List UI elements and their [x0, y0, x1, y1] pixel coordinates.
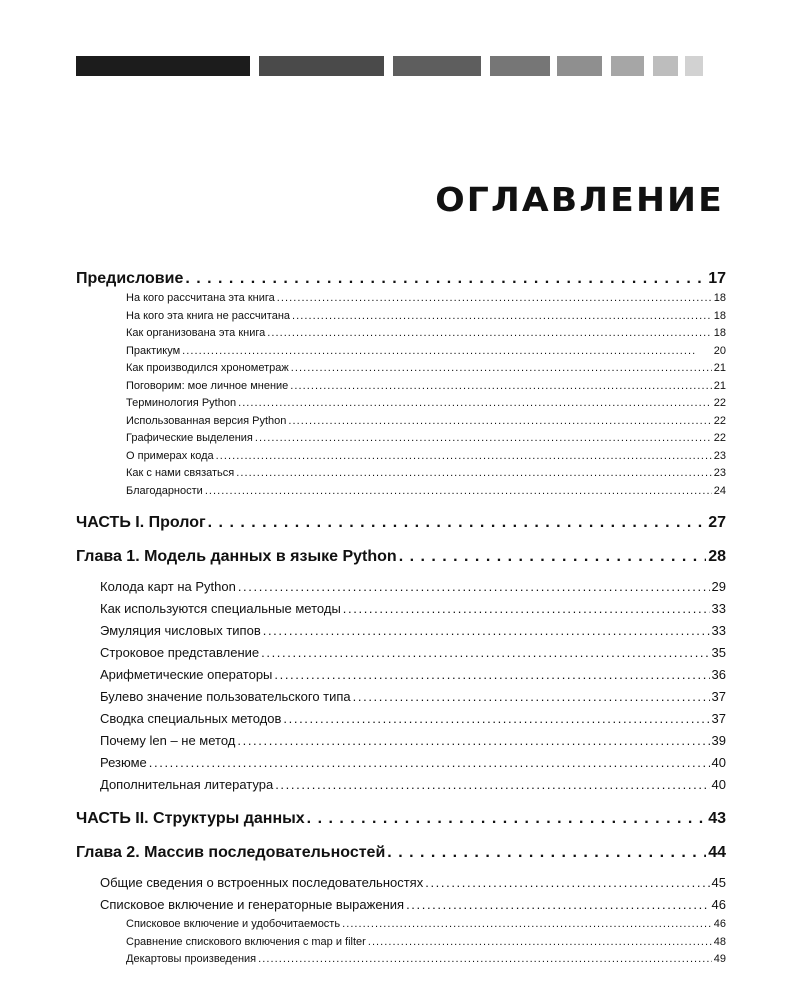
toc-entry-page: 23: [713, 467, 726, 479]
toc-entry-title: Эмуляция числовых типов: [100, 623, 261, 638]
toc-entry-page: 21: [713, 362, 726, 374]
toc-entry[interactable]: [76, 686, 726, 708]
toc-leader-dots: [267, 325, 712, 343]
header-bar: [611, 56, 644, 76]
toc-entry-title: Общие сведения о встроенных последовательностях: [100, 875, 424, 890]
toc-entry[interactable]: [76, 343, 726, 361]
toc-leader-dots: [353, 686, 710, 708]
toc-entry-title: Колода карт на Python: [100, 579, 236, 594]
toc-entry[interactable]: [76, 268, 726, 290]
toc-entry[interactable]: [76, 378, 726, 396]
toc-entry[interactable]: [76, 620, 726, 642]
toc-entry-title: На кого эта книга не рассчитана: [126, 309, 291, 322]
header-bar: [393, 56, 481, 76]
toc-entry-page: 21: [713, 379, 726, 392]
toc-leader-dots: [263, 620, 710, 642]
toc-leader-dots: [237, 730, 709, 752]
toc-entry[interactable]: [76, 708, 726, 730]
toc-entry-page: 39: [711, 733, 726, 748]
toc-entry-page: 40: [711, 755, 726, 770]
toc-entry-title: Строковое представление: [100, 645, 260, 660]
toc-entry-title: Списковое включение и генераторные выражения: [100, 897, 405, 912]
toc-entry-page: 17: [708, 270, 726, 287]
toc-entry-title: Практикум: [126, 344, 181, 357]
toc-entry[interactable]: [76, 308, 726, 326]
toc-leader-dots: [261, 642, 709, 664]
toc-entry[interactable]: [76, 360, 726, 378]
toc-entry-page: 43: [708, 810, 726, 827]
toc-entry-page: 33: [711, 623, 726, 638]
toc-entry-title: Почему len – не метод: [100, 733, 236, 748]
toc-entry[interactable]: [76, 576, 726, 598]
toc-leader-dots: [399, 546, 707, 568]
toc-entry-title: Глава 1. Модель данных в языке Python: [76, 548, 397, 565]
toc-entry[interactable]: [76, 413, 726, 431]
toc-entry[interactable]: [76, 465, 726, 483]
toc-leader-dots: [425, 872, 709, 894]
toc-entry-title: Декартовы произведения: [126, 953, 257, 965]
toc-leader-dots: [274, 664, 709, 686]
toc-leader-dots: [387, 842, 706, 864]
toc-entry-page: 45: [711, 875, 726, 890]
toc-entry-title: Как используются специальные методы: [100, 601, 341, 616]
toc-leader-dots: [205, 483, 712, 501]
toc-entry[interactable]: [76, 730, 726, 752]
toc-leader-dots: [290, 378, 711, 396]
toc-entry-page: 37: [711, 711, 726, 726]
toc-entry-title: ЧАСТЬ I. Пролог: [76, 514, 206, 531]
toc-leader-dots: [236, 465, 712, 483]
toc-leader-dots: [216, 448, 712, 466]
toc-entry-page: 49: [713, 953, 726, 965]
toc-entry-title: Сводка специальных методов: [100, 711, 282, 726]
toc-entry-title: На кого рассчитана эта книга: [126, 292, 275, 304]
toc-leader-dots: [238, 576, 710, 598]
toc-entry-page: 24: [713, 484, 726, 497]
toc-entry-page: 23: [713, 449, 726, 462]
toc-entry[interactable]: [76, 664, 726, 686]
toc-entry[interactable]: [76, 752, 726, 774]
toc-leader-dots: [275, 774, 709, 796]
toc-entry-page: 37: [711, 689, 726, 704]
toc-entry-page: 33: [711, 601, 726, 616]
toc-entry-title: Использованная версия Python: [126, 414, 287, 427]
toc-leader-dots: [185, 268, 706, 290]
toc-entry-page: 36: [711, 667, 726, 682]
toc-entry[interactable]: [76, 325, 726, 343]
toc-entry-page: 18: [713, 309, 726, 322]
toc-entry[interactable]: [76, 430, 726, 448]
toc-entry[interactable]: [76, 290, 726, 308]
toc-entry-page: 44: [708, 844, 726, 861]
page-title: ОГЛАВЛЕНИЕ: [435, 180, 724, 219]
toc-entry-page: 18: [713, 327, 726, 339]
toc-entry-title: Благодарности: [126, 484, 203, 497]
toc-entry-page: 35: [711, 645, 726, 660]
toc-entry[interactable]: [76, 774, 726, 796]
toc-leader-dots: [307, 808, 707, 830]
toc-leader-dots: [283, 708, 709, 730]
toc-entry[interactable]: [76, 916, 726, 934]
toc-entry-page: 29: [711, 579, 726, 594]
header-bar: [490, 56, 550, 76]
toc-entry-title: Как организована эта книга: [126, 327, 266, 339]
toc-entry-title: Сравнение спискового включения с map и filter: [126, 935, 366, 948]
toc-entry-title: Глава 2. Массив последовательностей: [76, 844, 386, 861]
toc-entry[interactable]: [76, 951, 726, 969]
toc-entry[interactable]: [76, 894, 726, 916]
toc-leader-dots: [406, 894, 709, 916]
toc-entry-title: ЧАСТЬ II. Структуры данных: [76, 810, 305, 827]
toc-entry-title: Булево значение пользовательского типа: [100, 689, 351, 704]
toc-entry-title: Поговорим: мое личное мнение: [126, 379, 289, 392]
toc-leader-dots: [208, 512, 707, 534]
toc-entry[interactable]: [76, 448, 726, 466]
toc-entry-title: Резюме: [100, 755, 147, 770]
toc-entry[interactable]: [76, 872, 726, 894]
toc-entry-title: Арифметические операторы: [100, 667, 273, 682]
toc-entry-title: Терминология Python: [126, 397, 237, 409]
toc-entry-page: 46: [713, 918, 726, 930]
toc-leader-dots: [277, 290, 712, 308]
toc-entry-page: 22: [713, 414, 726, 427]
table-of-contents: [76, 268, 726, 969]
toc-entry-page: 28: [708, 548, 726, 565]
header-bar: [685, 56, 703, 76]
header-bar: [557, 56, 602, 76]
toc-leader-dots: [288, 413, 711, 431]
toc-leader-dots: [182, 343, 712, 361]
toc-leader-dots: [342, 916, 712, 934]
toc-entry-page: 46: [711, 897, 726, 912]
toc-entry[interactable]: [76, 934, 726, 952]
toc-entry-title: Предисловие: [76, 270, 184, 287]
toc-entry[interactable]: [76, 642, 726, 664]
toc-entry-title: Графические выделения: [126, 432, 253, 444]
toc-entry-page: 20: [713, 344, 726, 357]
toc-entry-page: 18: [713, 292, 726, 304]
toc-leader-dots: [291, 360, 712, 378]
toc-entry[interactable]: [76, 483, 726, 501]
toc-leader-dots: [238, 395, 712, 413]
header-bar: [259, 56, 384, 76]
header-bar: [76, 56, 250, 76]
toc-entry-title: О примерах кода: [126, 449, 214, 462]
toc-entry-page: 22: [713, 432, 726, 444]
toc-leader-dots: [343, 598, 710, 620]
toc-entry[interactable]: [76, 808, 726, 830]
toc-entry-title: Как с нами связаться: [126, 467, 235, 479]
toc-entry[interactable]: [76, 842, 726, 864]
header-bar: [653, 56, 678, 76]
toc-entry[interactable]: [76, 395, 726, 413]
toc-entry-page: 22: [713, 397, 726, 409]
toc-entry-page: 27: [708, 514, 726, 531]
toc-entry-page: 40: [711, 777, 726, 792]
toc-entry[interactable]: [76, 546, 726, 568]
toc-entry-title: Дополнительная литература: [100, 777, 274, 792]
toc-leader-dots: [292, 308, 712, 326]
toc-leader-dots: [255, 430, 712, 448]
toc-leader-dots: [258, 951, 712, 969]
toc-leader-dots: [149, 752, 710, 774]
toc-entry[interactable]: [76, 598, 726, 620]
toc-entry[interactable]: [76, 512, 726, 534]
toc-entry-title: Как производился хронометраж: [126, 362, 289, 374]
toc-entry-page: 48: [713, 935, 726, 948]
toc-entry-title: Списковое включение и удобочитаемость: [126, 918, 341, 930]
header-bars: [76, 56, 726, 76]
toc-leader-dots: [368, 934, 712, 952]
